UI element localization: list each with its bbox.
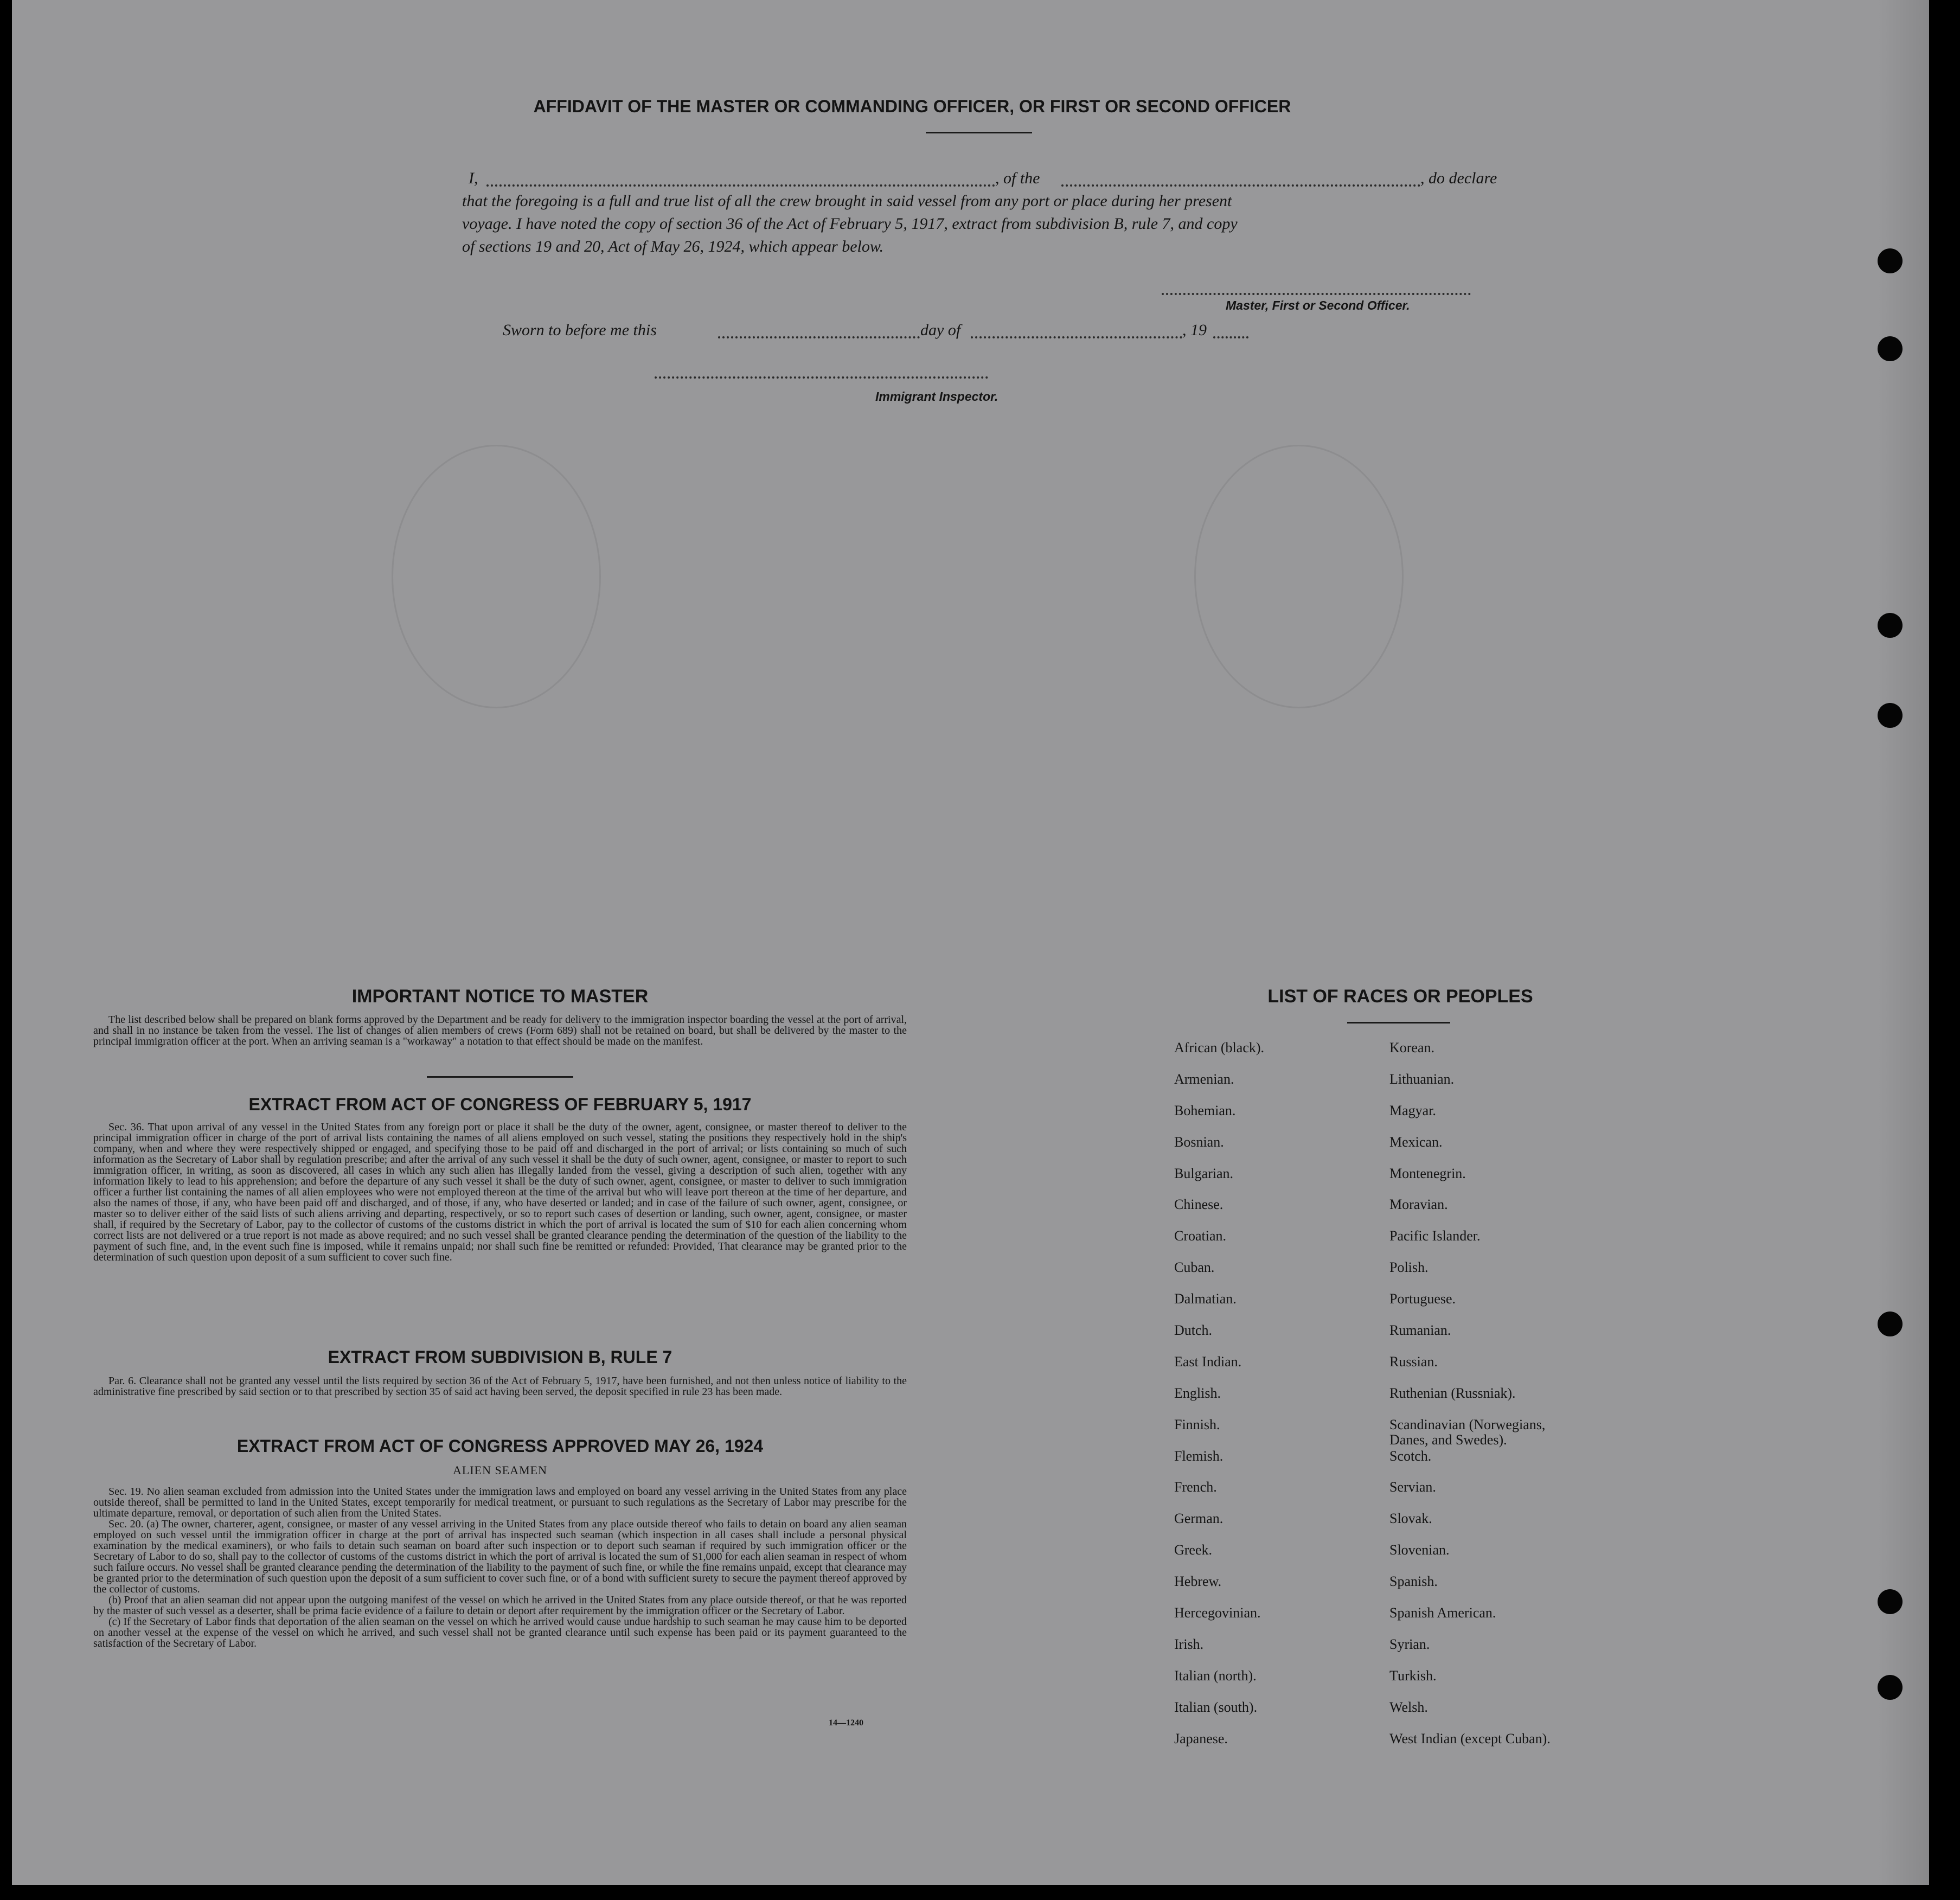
master-signature-line[interactable]	[1162, 293, 1471, 295]
watermark-seal-right	[1194, 445, 1404, 708]
race-item: Servian.	[1389, 1479, 1436, 1495]
race-item: French.	[1174, 1479, 1217, 1495]
races-title-rule	[1347, 1022, 1450, 1023]
race-item: West Indian (except Cuban).	[1389, 1730, 1551, 1747]
sworn-day-blank[interactable]	[718, 336, 920, 338]
race-item: Lithuanian.	[1389, 1071, 1455, 1087]
alien-seamen-subtitle: ALIEN SEAMEN	[453, 1463, 547, 1477]
race-item: English.	[1174, 1385, 1221, 1401]
binder-hole	[1878, 1312, 1903, 1336]
paragraph-6: Par. 6. Clearance shall not be granted any vessel until the lists required by section 36 of the Act of February 5, 1917, have been furnished, and not then unless notice of liability to the administrative fine prescribed by said section or to that prescribed by section 35 of said act having been served, the deposit specified in rule 23 has been made.	[93, 1375, 907, 1398]
vessel-name-blank[interactable]	[1061, 184, 1420, 187]
binder-hole	[1878, 1675, 1903, 1700]
sworn-month-blank[interactable]	[971, 336, 1182, 338]
extract-1917-title: EXTRACT FROM ACT OF CONGRESS OF FEBRUARY 5, 1917	[248, 1095, 752, 1114]
binder-hole	[1878, 336, 1903, 361]
binder-hole	[1878, 613, 1903, 638]
master-caption: Master, First or Second Officer.	[1226, 298, 1410, 312]
race-item: Moravian.	[1389, 1197, 1448, 1213]
race-item: Turkish.	[1389, 1667, 1437, 1684]
section-20b-paragraph: (b) Proof that an alien seaman did not appear upon the outgoing manifest of the vessel on which he arrived in the United States from any place outside thereof, or that he was reported by the master of such vessel as a deserter, shall be prima facie evidence of a failure to detain or deport after requirement by the immigration officer or the Secretary of Labor.	[93, 1594, 907, 1617]
race-item: Armenian.	[1174, 1071, 1234, 1087]
inspector-caption: Immigrant Inspector.	[875, 389, 998, 404]
section-20a-paragraph: Sec. 20. (a) The owner, charterer, agent, consignee, or master of any vessel arriving in the United States from any place outside thereof who fails to detain on board any alien seaman employed on such vessel until the immigration officer in charge at the port of arrival has inspected such seaman (which inspection in all cases shall include a personal physical examination by the medical examiners), or who fails to detain such seaman on board after such inspection or to deport such seaman if required by such immigration officer or the Secretary of Labor to do so, shall pay to the collector of customs of the customs district in which the port of arrival is located the sum of $1,000 for each alien seaman in respect of whom such failure occurs. No vessel shall be granted clearance pending the determination of the liability to the payment of such fine, or while the fine remains unpaid, except that clearance may be granted prior to the determination of such question upon the deposit of a sum sufficient to cover such fine, or of a bond with sufficient surety to secure the payment thereof approved by the collector of customs.	[93, 1518, 907, 1595]
race-item: Welsh.	[1389, 1699, 1428, 1715]
race-item: Cuban.	[1174, 1259, 1215, 1276]
race-item: Irish.	[1174, 1636, 1204, 1652]
race-item: Bosnian.	[1174, 1134, 1224, 1150]
race-item: Italian (south).	[1174, 1699, 1258, 1715]
race-item: Dalmatian.	[1174, 1291, 1237, 1307]
section-19-paragraph: Sec. 19. No alien seaman excluded from admission into the United States under the immigration laws and employed on board any vessel arriving in the United States from any place outside thereof, shall be permitted to land in the United States, except temporarily for medical treatment, or pursuant to such regulations as the Secretary of Labor may prescribe for the ultimate departure, removal, or deportation of such alien from the United States.	[93, 1486, 907, 1519]
races-title: LIST OF RACES OR PEOPLES	[1267, 986, 1533, 1007]
affidavit-line1-start: I,	[469, 169, 478, 187]
race-item: Japanese.	[1174, 1730, 1228, 1747]
sworn-text-start: Sworn to before me this	[503, 321, 657, 339]
races-right-column	[1389, 1040, 1617, 1762]
watermark-seal-left	[392, 445, 601, 708]
race-item: Scandinavian (Norwegians, Danes, and Swedes).	[1389, 1416, 1546, 1448]
notice-body	[93, 1014, 907, 1047]
race-item: Flemish.	[1174, 1448, 1224, 1464]
affidavit-line1-end: , do declare	[1420, 169, 1497, 187]
affidavit-line4: of sections 19 and 20, Act of May 26, 1924, which appear below.	[462, 238, 884, 255]
extract-1924-title: EXTRACT FROM ACT OF CONGRESS APPROVED MAY 26, 1924	[236, 1436, 764, 1456]
document-page	[12, 0, 1929, 1885]
race-item: Mexican.	[1389, 1134, 1443, 1150]
form-number: 14—1240	[829, 1718, 863, 1728]
extract-1917-body	[93, 1122, 907, 1263]
section-20c-paragraph: (c) If the Secretary of Labor finds that deportation of the alien seaman on the vessel on which he arrived would cause undue hardship to such seaman he may cause him to be deported on another vessel at the expense of the vessel on which he arrived, and such vessel shall not be granted clearance until such expense has been paid or its payment guaranteed to the satisfaction of the Secretary of Labor.	[93, 1616, 907, 1649]
race-item: Dutch.	[1174, 1322, 1213, 1339]
races-left-column	[1174, 1040, 1380, 1762]
race-item: Finnish.	[1174, 1416, 1220, 1432]
notice-rule	[427, 1076, 573, 1078]
race-item: Polish.	[1389, 1259, 1429, 1276]
sworn-text-end: , 19	[1182, 321, 1207, 339]
binder-hole	[1878, 248, 1903, 273]
race-item: Scotch.	[1389, 1448, 1432, 1464]
notice-paragraph: The list described below shall be prepared on blank forms approved by the Department and be ready for delivery to the immigration inspector boarding the vessel at the port of arrival, and shall in no instance be taken from the vessel. The list of changes of alien members of crews (Form 689) shall not be retained on board, but shall be delivered by the master to the principal immigration officer at the port. When an arriving seaman is a "workaway" a notation to that effect should be made on the manifest.	[93, 1014, 907, 1047]
race-item: African (black).	[1174, 1040, 1265, 1055]
race-item: Bohemian.	[1174, 1102, 1236, 1118]
race-item: German.	[1174, 1511, 1224, 1527]
race-item: East Indian.	[1174, 1353, 1242, 1370]
extract-1924-body	[93, 1486, 907, 1649]
affidavit-line2: that the foregoing is a full and true list of all the crew brought in said vessel from any port or place during her present	[462, 192, 1232, 210]
race-item: Slovak.	[1389, 1511, 1432, 1527]
affidavit-title-rule	[926, 132, 1032, 133]
race-item: Spanish American.	[1389, 1605, 1496, 1621]
sworn-text-mid: day of	[920, 321, 961, 339]
section-36-paragraph: Sec. 36. That upon arrival of any vessel in the United States from any foreign port or place it shall be the duty of the owner, agent, consignee, or master thereof to deliver to the principal immigration officer in charge of the port of arrival lists containing the names of all aliens employed on such vessel, stating the positions they respectively hold in the ship's company, when and where they were respectively shipped or engaged, and specifying those to be paid off and discharged in the port of arrival; or lists containing so much of such information as the Secretary of Labor shall by regulation prescribe; and after the arrival of any such vessel it shall be the duty of such owner, agent, consignee, or master to report to such immigration officer, in writing, as soon as discovered, all cases in which any such alien has illegally landed from the vessel, giving a description of such alien, together with any information likely to lead to his apprehension; and before the departure of any such vessel it shall be the duty of such owner, agent, consignee, or master to deliver to such immigration officer a further list containing the names of all alien employees who were not employed thereon at the time of the arrival but who will leave port thereon at the time of her departure, and also the names of those, if any, who have been paid off and discharged, and of those, if any, who have deserted or landed; and in case of the failure of such owner, agent, consignee, or master so to deliver either of the said lists of such aliens arriving and departing, respectively, or so to report such cases of desertion or landing, such owner, agent, consignee, or master shall, if required by the Secretary of Labor, pay to the collector of customs of the customs district in which the port of arrival is located the sum of $10 for each alien concerning whom correct lists are not delivered or a true report is not made as above required; and no such vessel shall be granted clearance pending the determination of the question of the liability to the payment of such fine, and, in the event such fine is imposed, while it remains unpaid; nor shall such fine be remitted or refunded: Provided, That clearance may be granted prior to the determination of such question upon deposit of a sum sufficient to cover such fine.	[93, 1121, 907, 1263]
race-item: Spanish.	[1389, 1573, 1438, 1590]
race-item: Magyar.	[1389, 1102, 1436, 1118]
binder-hole	[1878, 703, 1903, 728]
inspector-signature-line[interactable]	[655, 376, 988, 379]
declarant-name-blank[interactable]	[486, 184, 995, 187]
race-item: Russian.	[1389, 1353, 1438, 1370]
race-item: Hebrew.	[1174, 1573, 1222, 1590]
race-item: Rumanian.	[1389, 1322, 1451, 1339]
race-item: Slovenian.	[1389, 1542, 1450, 1558]
binder-hole	[1878, 1589, 1903, 1614]
race-item: Hercegovinian.	[1174, 1605, 1261, 1621]
rule7-body	[93, 1376, 907, 1397]
race-item: Greek.	[1174, 1542, 1213, 1558]
race-item: Croatian.	[1174, 1228, 1227, 1244]
race-item: Italian (north).	[1174, 1667, 1257, 1684]
affidavit-line1-mid: , of the	[995, 169, 1040, 187]
notice-title: IMPORTANT NOTICE TO MASTER	[351, 986, 649, 1007]
race-item: Portuguese.	[1389, 1291, 1456, 1307]
affidavit-line3: voyage. I have noted the copy of section 36 of the Act of February 5, 1917, extract from subdivision B, rule 7, and copy	[462, 215, 1238, 233]
rule7-title: EXTRACT FROM SUBDIVISION B, RULE 7	[328, 1347, 672, 1367]
race-item: Pacific Islander.	[1389, 1228, 1481, 1244]
race-item: Montenegrin.	[1389, 1165, 1466, 1181]
race-item: Syrian.	[1389, 1636, 1430, 1652]
race-item: Ruthenian (Russniak).	[1389, 1385, 1516, 1401]
race-item: Bulgarian.	[1174, 1165, 1234, 1181]
race-item: Korean.	[1389, 1040, 1435, 1055]
race-item: Chinese.	[1174, 1197, 1224, 1213]
affidavit-title: AFFIDAVIT OF THE MASTER OR COMMANDING OFFICER, OR FIRST OR SECOND OFFICER	[533, 97, 1291, 116]
sworn-year-blank[interactable]	[1213, 336, 1248, 338]
